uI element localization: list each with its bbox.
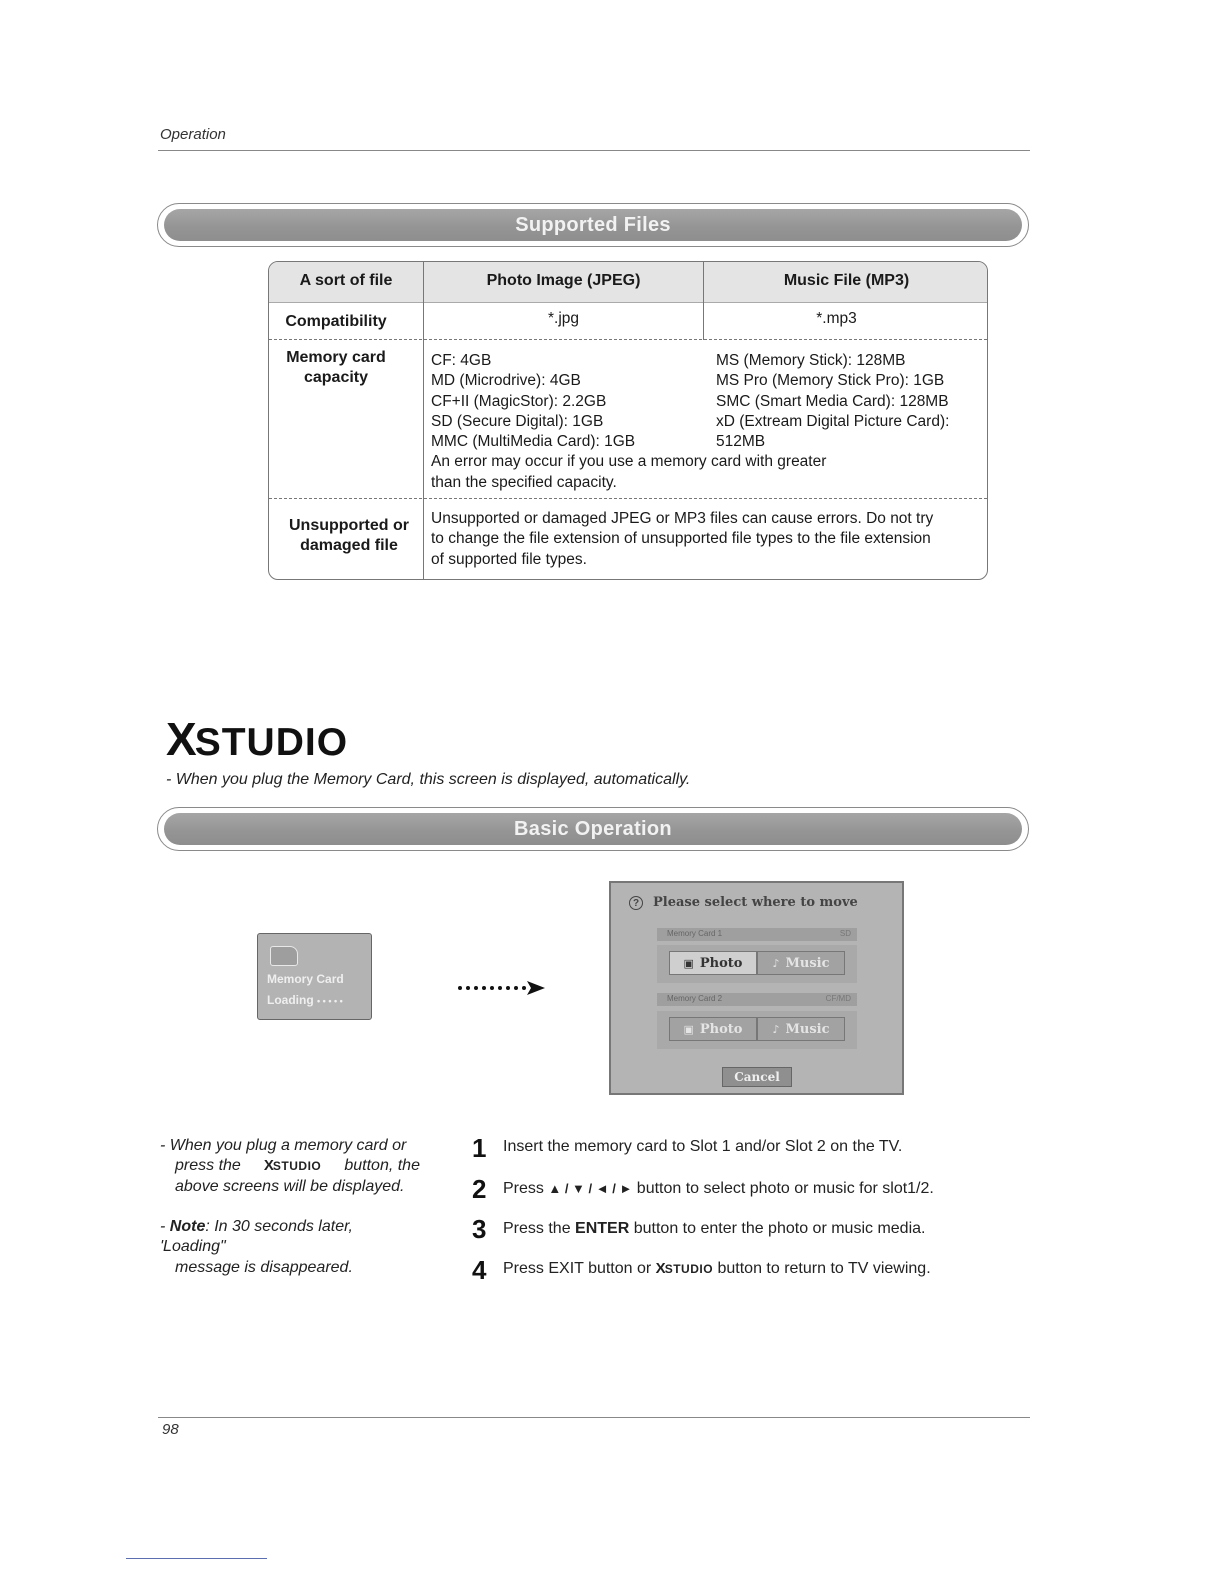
slot2-header: Memory Card 2 CF/MD [657, 993, 857, 1006]
memory-item: MD (Microdrive): 4GB [431, 372, 581, 390]
memory-item: 512MB [716, 433, 766, 451]
supported-files-banner [157, 203, 1029, 247]
step-number: 4 [472, 1255, 487, 1285]
select-destination-dialog [609, 881, 904, 1095]
col-header-sort: A sort of file [299, 272, 393, 289]
slot2-panel [657, 1011, 857, 1049]
step-text: Press EXIT button or XSTUDIO button to return to TV viewing. [503, 1260, 931, 1277]
footer-rule [158, 1417, 1030, 1418]
bottom-underline [126, 1558, 267, 1559]
col-header-music: Music File (MP3) [783, 272, 910, 289]
dialog-title: Please select where to move [653, 895, 858, 910]
step-text: Press ▲ / ▼ / ◄ / ► button to select photo or music for slot1/2. [503, 1180, 934, 1197]
memory-item: MS Pro (Memory Stick Pro): 1GB [716, 372, 945, 390]
xstudio-logo: XSTUDIO [166, 713, 349, 765]
step-number: 1 [472, 1133, 487, 1163]
memory-item: MMC (MultiMedia Card): 1GB [431, 433, 636, 451]
memory-item: CF+II (MagicStor): 2.2GB [431, 392, 607, 410]
music-icon: ♪ [772, 1022, 780, 1036]
arrow-right-icon [457, 976, 547, 1000]
music-icon: ♪ [772, 956, 780, 970]
basic-operation-title: Basic Operation [514, 817, 672, 840]
header-rule [158, 150, 1030, 151]
slot1-panel [657, 945, 857, 983]
unsupported-label: Unsupported or damaged file [289, 517, 409, 554]
memory-note: An error may occur if you use a memory card with greater [431, 453, 827, 471]
memory-capacity-right [716, 351, 949, 452]
memory-item: MS (Memory Stick): 128MB [716, 352, 906, 369]
memory-card-icon [270, 946, 298, 966]
loading-dots: • • • • • [317, 996, 343, 1006]
supported-files-table [268, 261, 988, 580]
photo-icon: ▣ [683, 956, 694, 970]
question-icon: ? [629, 896, 643, 910]
slot1-music-button[interactable]: ♪ Music [757, 951, 845, 975]
step-number: 3 [472, 1214, 487, 1244]
navigation-arrows-icon: ▲ / ▼ / ◄ / ► [548, 1181, 633, 1196]
memory-item: xD (Extream Digital Picture Card): [716, 412, 950, 430]
loading-status: Loading • • • • • [267, 993, 343, 1007]
slot2-music-button[interactable]: ♪ Music [757, 1017, 845, 1041]
note-loading-message: - Note: In 30 seconds later, 'Loading" message is disappeared. [160, 1218, 353, 1276]
xstudio-logo-small: XSTUDIO [263, 1157, 322, 1175]
note-plug-card: - When you plug a memory card or press the XSTUDIO button, the above screens will be displayed. [160, 1137, 420, 1195]
compatibility-photo: *.jpg [547, 310, 580, 327]
memory-capacity-label: Memory card capacity [286, 349, 386, 386]
col-header-photo: Photo Image (JPEG) [486, 272, 641, 289]
page-number: 98 [162, 1421, 179, 1438]
memory-item: SD (Secure Digital): 1GB [431, 412, 604, 430]
intro-text: - When you plug the Memory Card, this screen is displayed, automatically. [166, 771, 691, 788]
compatibility-label: Compatibility [285, 313, 387, 330]
memory-card-loading-popup [257, 933, 372, 1020]
basic-operation-banner [157, 807, 1029, 851]
slot2-photo-button[interactable]: ▣ Photo [669, 1017, 757, 1041]
supported-files-title: Supported Files [515, 213, 671, 236]
slot1-header: Memory Card 1 SD [657, 928, 857, 941]
memory-item: CF: 4GB [431, 352, 492, 369]
step-text: Press the ENTER button to enter the photo or music media. [503, 1220, 926, 1237]
memory-item: SMC (Smart Media Card): 128MB [716, 392, 949, 410]
cancel-button[interactable]: Cancel [722, 1067, 792, 1087]
xstudio-logo-small: XSTUDIO [655, 1260, 714, 1277]
step-number: 2 [472, 1174, 487, 1204]
step-text: Insert the memory card to Slot 1 and/or Slot 2 on the TV. [503, 1138, 903, 1155]
slot1-photo-button[interactable]: ▣ Photo [669, 951, 757, 975]
section-label: Operation [160, 126, 226, 143]
photo-icon: ▣ [683, 1022, 694, 1036]
loading-title: Memory Card [267, 972, 344, 986]
compatibility-music: *.mp3 [816, 310, 857, 327]
memory-note: than the specified capacity. [431, 473, 617, 491]
unsupported-text: Unsupported or damaged JPEG or MP3 files can cause errors. Do not try to change the file extension of unsupported file types to the file extension of supported file types. [431, 510, 934, 568]
